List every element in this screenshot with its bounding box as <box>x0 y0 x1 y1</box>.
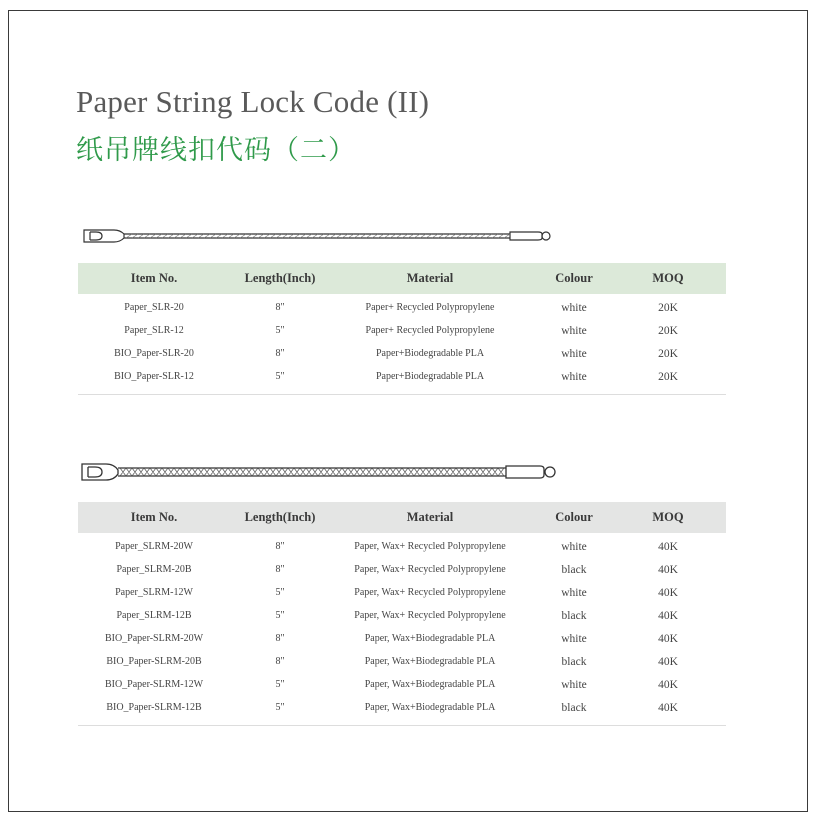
col-length: Length(Inch) <box>244 510 316 524</box>
col-item-no: Item No. <box>130 510 178 524</box>
cell-material: Paper+ Recycled Polypropylene <box>365 302 495 313</box>
table-row <box>78 365 726 388</box>
cell-material: Paper, Wax+ Recycled Polypropylene <box>354 610 506 621</box>
cell-item-no: Paper_SLR-20 <box>124 302 184 313</box>
table-row <box>78 296 726 319</box>
string-lock-thin-icon <box>80 224 556 248</box>
cell-colour: white <box>561 632 587 645</box>
cell-colour: black <box>561 655 587 668</box>
table-paper-slrm <box>78 502 726 726</box>
cell-length: 8" <box>275 633 285 644</box>
cell-item-no: BIO_Paper-SLRM-12W <box>104 679 204 690</box>
cell-colour: white <box>561 347 587 360</box>
cell-moq: 40K <box>658 540 678 553</box>
cell-item-no: Paper_SLRM-12B <box>116 610 192 621</box>
cell-moq: 40K <box>658 586 678 599</box>
table-divider <box>78 725 726 726</box>
cell-length: 8" <box>275 541 285 552</box>
cell-material: Paper, Wax+ Recycled Polypropylene <box>354 541 506 552</box>
cell-item-no: Paper_SLRM-12W <box>115 587 193 598</box>
cell-moq: 40K <box>658 701 678 714</box>
table-row <box>78 650 726 673</box>
cell-item-no: Paper_SLR-12 <box>124 325 184 336</box>
cell-length: 5" <box>275 702 285 713</box>
table-row <box>78 319 726 342</box>
cell-moq: 40K <box>658 632 678 645</box>
title-chinese: 纸吊牌线扣代码（二） <box>76 135 356 166</box>
cell-item-no: BIO_Paper-SLRM-20B <box>106 656 202 667</box>
table-row <box>78 673 726 696</box>
col-length: Length(Inch) <box>244 271 316 285</box>
col-moq: MOQ <box>652 271 684 285</box>
cell-material: Paper, Wax+ Recycled Polypropylene <box>354 587 506 598</box>
cell-colour: white <box>561 586 587 599</box>
col-material: Material <box>406 271 454 285</box>
table-header <box>78 502 726 533</box>
cell-length: 5" <box>275 587 285 598</box>
cell-moq: 20K <box>658 370 678 383</box>
col-colour: Colour <box>555 510 593 524</box>
cell-length: 8" <box>275 656 285 667</box>
cell-colour: white <box>561 370 587 383</box>
cell-item-no: Paper_SLRM-20B <box>116 564 192 575</box>
cell-length: 5" <box>275 610 285 621</box>
cell-colour: black <box>561 609 587 622</box>
cell-item-no: Paper_SLRM-20W <box>115 541 193 552</box>
cell-moq: 40K <box>658 609 678 622</box>
cell-colour: white <box>561 678 587 691</box>
table-row <box>78 627 726 650</box>
cell-moq: 40K <box>658 563 678 576</box>
cell-item-no: BIO_Paper-SLR-12 <box>114 371 194 382</box>
cell-material: Paper, Wax+Biodegradable PLA <box>364 702 496 713</box>
cell-colour: white <box>561 324 587 337</box>
table-row <box>78 342 726 365</box>
cell-item-no: BIO_Paper-SLR-20 <box>114 348 194 359</box>
cell-item-no: BIO_Paper-SLRM-12B <box>106 702 202 713</box>
cell-colour: black <box>561 563 587 576</box>
col-moq: MOQ <box>652 510 684 524</box>
cell-moq: 20K <box>658 347 678 360</box>
table-row <box>78 581 726 604</box>
table-row <box>78 535 726 558</box>
cell-colour: white <box>561 301 587 314</box>
col-material: Material <box>406 510 454 524</box>
cell-length: 8" <box>275 564 285 575</box>
cell-material: Paper+Biodegradable PLA <box>375 348 485 359</box>
cell-moq: 20K <box>658 324 678 337</box>
cell-length: 5" <box>275 325 285 336</box>
col-item-no: Item No. <box>130 271 178 285</box>
table-row <box>78 604 726 627</box>
table-divider <box>78 394 726 395</box>
cell-moq: 40K <box>658 678 678 691</box>
cell-material: Paper, Wax+ Recycled Polypropylene <box>354 564 506 575</box>
cell-material: Paper, Wax+Biodegradable PLA <box>364 633 496 644</box>
cell-length: 8" <box>275 302 285 313</box>
cell-material: Paper+ Recycled Polypropylene <box>365 325 495 336</box>
table-row <box>78 558 726 581</box>
cell-material: Paper, Wax+Biodegradable PLA <box>364 656 496 667</box>
cell-colour: white <box>561 540 587 553</box>
cell-length: 5" <box>275 371 285 382</box>
cell-material: Paper+Biodegradable PLA <box>375 371 485 382</box>
cell-moq: 20K <box>658 301 678 314</box>
cell-moq: 40K <box>658 655 678 668</box>
cell-length: 8" <box>275 348 285 359</box>
cell-material: Paper, Wax+Biodegradable PLA <box>364 679 496 690</box>
cell-colour: black <box>561 701 587 714</box>
cell-item-no: BIO_Paper-SLRM-20W <box>104 633 204 644</box>
cell-length: 5" <box>275 679 285 690</box>
title-english: Paper String Lock Code (II) <box>76 84 430 119</box>
table-row <box>78 696 726 719</box>
col-colour: Colour <box>555 271 593 285</box>
table-paper-slr <box>78 263 726 395</box>
string-lock-braided-icon <box>78 459 562 485</box>
table-header <box>78 263 726 294</box>
